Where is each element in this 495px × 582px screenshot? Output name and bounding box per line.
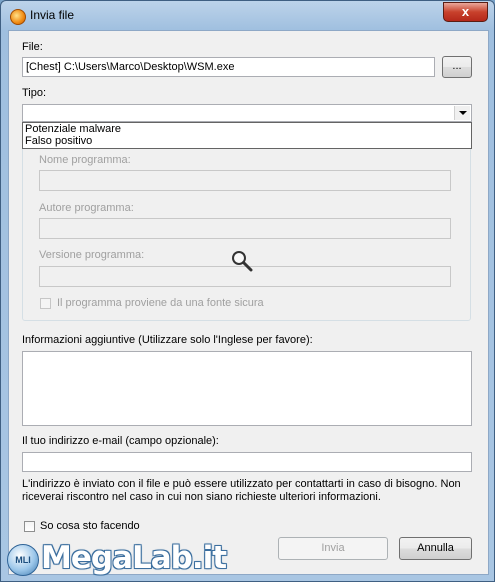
title-bar[interactable] (1, 1, 494, 29)
program-name-label: Nome programma: (39, 154, 131, 166)
file-path-field[interactable]: [Chest] C:\Users\Marco\Desktop\WSM.exe (22, 57, 435, 77)
chevron-down-icon[interactable] (454, 106, 470, 120)
dropdown-option-false-positive[interactable]: Falso positivo (25, 135, 93, 147)
send-button[interactable]: Invia (278, 537, 388, 560)
program-name-field[interactable] (39, 170, 451, 191)
program-author-field[interactable] (39, 218, 451, 239)
megalab-watermark (3, 536, 227, 580)
program-author-label: Autore programma: (39, 202, 134, 214)
close-button[interactable]: x (443, 2, 488, 22)
confirm-label: So cosa sto facendo (40, 520, 140, 532)
tipo-select[interactable] (22, 104, 472, 122)
megalab-watermark-text: MegaLab.it (41, 540, 227, 576)
email-field[interactable] (22, 452, 472, 472)
safe-source-checkbox[interactable] (40, 298, 51, 309)
dropdown-option-malware[interactable]: Potenziale malware (25, 123, 121, 135)
window-title: Invia file (30, 8, 75, 22)
file-label: File: (22, 41, 43, 53)
safe-source-label: Il programma proviene da una fonte sicura (57, 297, 264, 309)
confirm-checkbox[interactable] (24, 521, 35, 532)
additional-info-label: Informazioni aggiuntive (Utilizzare solo l'Inglese per favore): (22, 334, 313, 346)
magnifier-cursor-icon (231, 250, 253, 272)
tipo-dropdown-list (22, 122, 472, 149)
megalab-logo-icon: MLI (7, 544, 39, 576)
tipo-label: Tipo: (22, 87, 47, 99)
app-icon (10, 9, 26, 25)
email-label: Il tuo indirizzo e-mail (campo opzionale): (22, 435, 219, 447)
program-version-label: Versione programma: (39, 249, 145, 261)
browse-button[interactable]: ... (442, 56, 472, 78)
dialog-client-area (8, 30, 489, 575)
email-note: L'indirizzo è inviato con il file e può essere utilizzato per contattarti in caso di bisogno. Non riceverai riscontro nel caso in cui non siano richieste ulteriori informazioni. (22, 478, 461, 503)
cancel-button[interactable]: Annulla (399, 537, 472, 560)
additional-info-textarea[interactable] (22, 351, 472, 426)
